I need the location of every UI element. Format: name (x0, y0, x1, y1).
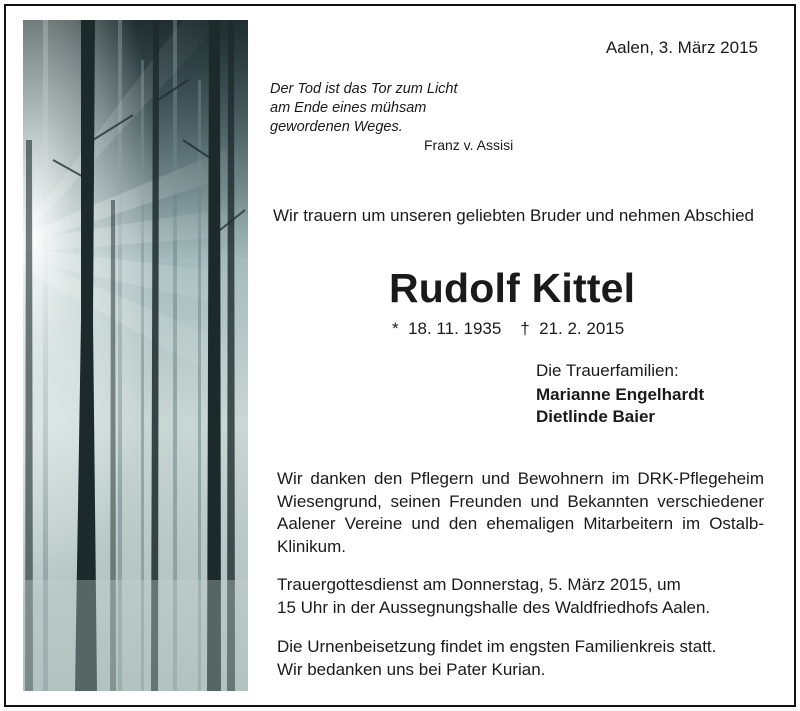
family-member: Dietlinde Baier (536, 407, 656, 426)
service-paragraph (277, 574, 710, 619)
quote (270, 80, 458, 137)
quote-line: gewordenen Weges. (270, 119, 403, 135)
quote-author: Franz v. Assisi (424, 137, 514, 153)
deceased-name: Rudolf Kittel (389, 265, 636, 311)
family-member: Marianne Engelhardt (536, 385, 705, 404)
quote-line: am Ende eines mühsam (270, 100, 427, 116)
place-and-date: Aalen, 3. März 2015 (605, 38, 758, 57)
service-line: 15 Uhr in der Aussegnungshalle des Waldfriedhofs Aalen. (277, 597, 711, 617)
burial-paragraph (277, 636, 716, 681)
quote-line: Der Tod ist das Tor zum Licht (270, 81, 458, 97)
service-line: Trauergottesdienst am Donnerstag, 5. März 2015, um (277, 575, 681, 594)
intro-text: Wir trauern um unseren geliebten Bruder und nehmen Abschied (273, 206, 755, 225)
burial-line: Wir bedanken uns bei Pater Kurian. (277, 659, 546, 679)
family-label: Die Trauerfamilien: (536, 361, 679, 380)
life-dates: * 18. 11. 1935 † 21. 2. 2015 (392, 319, 625, 338)
thanks-paragraph: Wir danken den Pflegern und Bewohnern im DRK-Pflegeheim Wiesengrund, seinen Freunden und Bekannten verschiedener Aalener Vereine und den ehemaligen Mitarbeitern im Ostalb-Klinikum. (277, 469, 764, 556)
forest-light-rays-image (23, 20, 248, 691)
obituary-notice (4, 4, 796, 707)
burial-line: Die Urnenbeisetzung findet im engsten Familienkreis statt. (277, 637, 717, 656)
